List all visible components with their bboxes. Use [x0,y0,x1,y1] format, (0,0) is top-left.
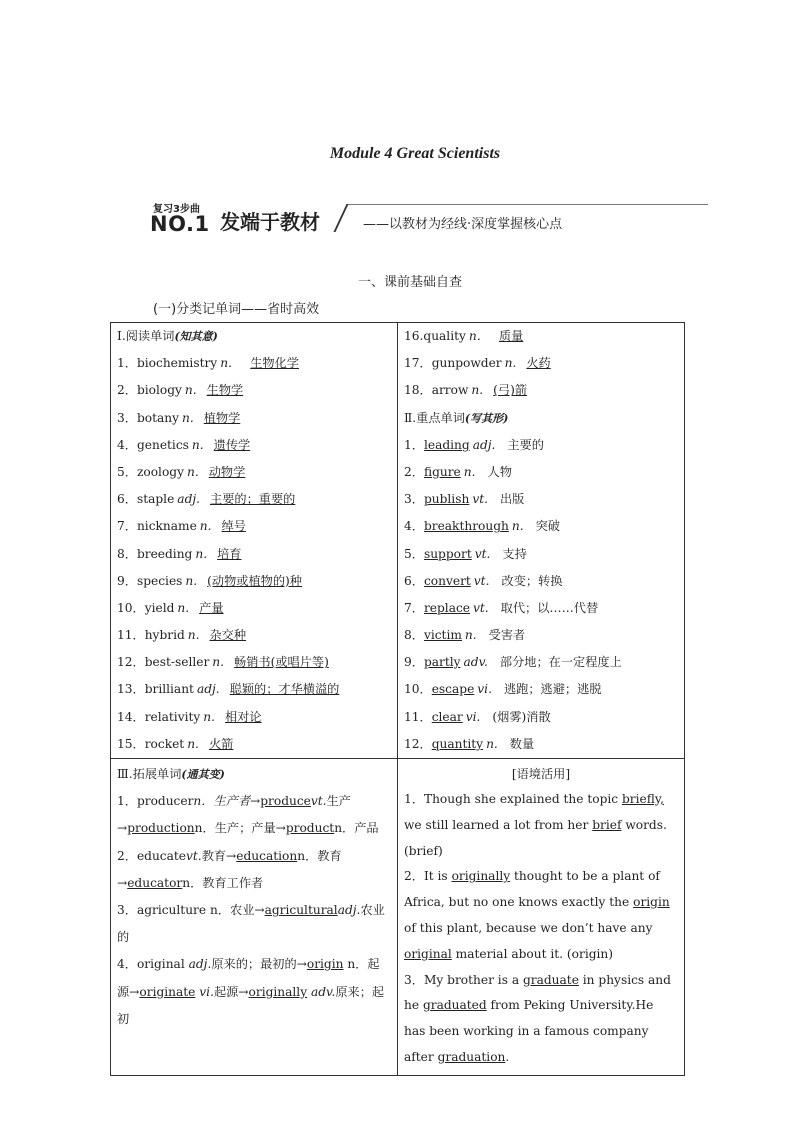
vocab-answer: 人物 [487,464,512,479]
vocab-item [404,731,678,758]
banner-divider [348,204,708,205]
vocab-item [404,323,678,350]
reading-words-cell [111,323,398,759]
vocab-answer: 改变；转换 [501,573,563,588]
vocab-num: 3． [404,492,424,507]
vocab-pos: n. [199,519,212,534]
vocab-num: 5． [404,546,424,561]
context-paragraph-2: 2．It is originally thought to be a plant of Africa, but no one knows exactly the origin of this plant, because we don’t have any original material about it. (origin) [404,869,670,961]
vocab-num: 6． [117,492,137,507]
vocab-answer: 火药 [526,356,551,371]
reading-list [117,350,391,758]
vocab-answer: 出版 [499,492,525,507]
vocab-item [117,541,391,568]
vocab-num: 6． [404,573,424,588]
vocab-num: 4． [117,437,137,452]
vocab-pos: vi. [465,709,481,724]
vocab-pos: adj. [196,682,220,697]
context-paragraph-1: 1．Though she explained the topic briefly, we still learned a lot from her brief words.(brief) [404,792,667,858]
vocab-item [404,486,678,513]
vocab-word: species [136,573,183,588]
extended-line: →educatorn．教育工作者 [117,875,264,890]
vocab-item [117,704,391,731]
extended-line: →productionn．生产；产量→productn．产品 [117,821,379,836]
vocab-answer: 相对论 [225,709,262,724]
vocab-word: nickname [136,519,197,534]
vocab-num: 10． [117,600,145,615]
vocab-answer: 受害者 [488,628,526,643]
vocab-answer: 主要的 [507,437,544,452]
vocab-num: 18． [404,383,432,398]
vocab-answer: 质量 [498,329,524,343]
vocab-num: 7． [117,519,137,534]
vocab-item [404,622,678,649]
vocab-item [117,649,391,676]
vocab-num: 9． [404,655,424,670]
vocab-num: 12． [117,655,145,670]
vocab-answer: 部分地；在一定程度上 [499,655,622,670]
vocab-pos: n． [468,329,489,343]
vocab-pos: n. [471,383,484,398]
vocab-pos: vt. [473,573,490,588]
vocab-pos: n. [511,519,524,534]
vocab-item [404,459,678,486]
extended-line: 1．producern．生产者→producevt.生产 [117,794,351,809]
vocab-item [404,432,678,459]
vocab-word: quantity [431,736,484,751]
vocab-pos: n. [187,628,200,643]
vocab-num: 9． [117,573,137,588]
vocab-pos: n. [504,356,517,371]
section-title: 一、课前基础自查 [357,275,462,290]
vocab-answer: 数量 [509,736,535,751]
vocab-word: support [423,546,472,561]
vocab-word: victim [423,628,462,643]
extended-item-3 [117,897,391,951]
vocab-pos: vt. [473,600,489,615]
reading-list-continued [404,323,678,405]
vocab-pos: n. [186,464,199,479]
vocab-answer: 遗传学 [213,437,251,452]
vocab-num: 2． [404,464,424,479]
vocab-word: arrow [431,383,469,398]
vocab-word: breakthrough [423,519,509,534]
vocab-answer: 主要的；重要的 [210,492,296,507]
context-paragraph-3: 3．My brother is a graduate in physics and he graduated from Peking University.He has been working in a famous company after graduation. [404,972,671,1064]
vocab-pos: n. [184,383,197,398]
vocab-word: biology [136,383,182,398]
vocab-word: best-seller [144,655,210,670]
vocab-pos: n. [191,437,204,452]
extended-line: 初 [117,1011,130,1026]
vocab-pos: vi. [477,682,492,697]
vocab-num: 3． [117,410,137,425]
vocabulary-table [110,322,685,1076]
vocab-item [404,704,678,731]
vocab-word: gunpowder [431,356,502,371]
vocab-word: staple [136,492,175,507]
extended-words-cell [111,759,398,1076]
vocab-word: relativity [144,709,201,724]
vocab-word: replace [423,600,470,615]
vocab-pos: n. [212,655,225,670]
vocab-pos: n. [464,628,477,643]
section-banner [150,200,710,236]
vocab-answer: 支持 [502,546,527,561]
vocab-answer: 植物学 [203,410,241,425]
vocab-pos: n. [177,600,190,615]
vocab-num: 5． [117,464,137,479]
vocab-item [404,541,678,568]
vocab-pos: n. [195,546,208,561]
extended-line: 3．agriculture n．农业→agriculturaladj.农业的 [117,903,385,945]
vocab-num: 12． [404,736,432,751]
vocab-pos: vt. [472,492,488,507]
vocab-num: 15． [117,736,145,751]
vocab-item [404,595,678,622]
vocab-num: 2． [117,383,137,398]
vocab-item [117,568,391,595]
vocab-pos: adv. [463,655,488,670]
vocab-answer: 火箭 [208,736,234,751]
vocab-word: genetics [136,437,189,452]
vocab-item [117,731,391,758]
vocab-pos: n. [463,464,476,479]
vocab-item [117,676,391,703]
banner-main-text: 发端于教材 [220,210,320,234]
vocab-word: brilliant [144,682,194,697]
subsection-title: (一)分类记单词——省时高效 [153,302,320,317]
extended-line: 源→originate vi.起源→originally adv.原来；起 [117,984,385,999]
vocab-answer: 逃跑；逃避；逃脱 [503,682,602,697]
vocab-word: leading [423,437,470,452]
vocab-item [404,377,678,404]
vocab-item [117,350,391,377]
vocab-num: 1． [404,437,424,452]
vocab-num: 14． [117,709,145,724]
vocab-num: 7． [404,600,424,615]
vocab-item [404,513,678,540]
vocab-num: 1． [117,356,137,371]
vocab-answer: (弓)箭 [493,383,528,398]
vocab-num: 8． [117,546,137,561]
vocab-pos: vt. [474,546,491,561]
extended-item-2 [117,843,391,897]
vocab-num: 11． [404,709,432,724]
vocab-item [117,459,391,486]
vocab-word: clear [431,709,463,724]
vocab-item [404,350,678,377]
vocab-answer: 聪颖的；才华横溢的 [229,682,340,697]
vocab-word: zoology [136,464,184,479]
vocab-pos: n. [187,736,199,751]
vocab-num: 8． [404,628,424,643]
vocab-item [404,676,678,703]
banner-slash [333,204,348,232]
vocab-answer: (烟雾)消散 [492,709,551,724]
vocab-word: partly [423,655,461,670]
vocab-answer: 生物化学 [250,356,299,371]
vocab-word: breeding [136,546,193,561]
key-header: Ⅱ.重点单词(写其形) [404,410,509,425]
context-header: [语境活用] [511,767,571,781]
vocab-num: 11． [117,628,145,643]
vocab-answer: 产量 [199,600,224,615]
vocab-word: quality [423,329,466,343]
vocab-pos: n. [182,410,194,425]
vocab-answer: 生物学 [206,383,244,398]
vocab-item [404,568,678,595]
vocab-answer: 取代；以……代替 [500,600,599,615]
vocab-pos: adj. [177,492,201,507]
vocab-num: 16. [404,329,424,343]
vocab-answer: 杂交种 [209,628,247,643]
vocab-item [117,486,391,513]
banner-small-text: 复习3步曲 [153,204,200,215]
vocab-answer: 突破 [535,519,560,534]
vocab-num: 13． [117,682,145,697]
vocab-num: 17． [404,356,432,371]
vocab-item [117,432,391,459]
vocab-num: 4． [404,519,424,534]
reading-header: Ⅰ.阅读单词(知其意) [117,329,218,343]
vocab-word: escape [431,682,475,697]
vocab-pos: n. [203,709,216,724]
vocab-pos: n． [220,356,241,371]
vocab-word: botany [136,410,179,425]
vocab-item [117,377,391,404]
vocab-word: hybrid [144,628,185,643]
extended-item-1 [117,788,391,842]
vocab-word: publish [423,492,470,507]
vocab-word: biochemistry [136,356,218,371]
vocab-item [117,595,391,622]
key-list [404,432,678,758]
key-words-cell [398,323,685,759]
banner-number: NO.1 [150,212,210,236]
vocab-item [404,649,678,676]
vocab-answer: 培育 [217,546,242,561]
vocab-word: yield [144,600,175,615]
vocab-answer: 绰号 [221,519,246,534]
vocab-answer: (动物或植物的)种 [207,573,302,588]
context-cell [398,759,685,1076]
vocab-item [117,622,391,649]
vocab-word: convert [423,573,471,588]
banner-subtitle: ——以教材为经线·深度掌握核心点 [363,217,563,232]
extended-item-4 [117,951,391,1033]
page-title: Module 4 Great Scientists [329,145,501,162]
vocab-pos: n. [486,736,498,751]
vocab-item [117,513,391,540]
vocab-answer: 动物学 [208,464,246,479]
vocab-pos: adj. [472,437,496,452]
vocab-pos: n. [185,573,198,588]
vocab-item [117,405,391,432]
vocab-word: figure [423,464,461,479]
vocab-word: rocket [144,736,185,751]
vocab-num: 10． [404,682,432,697]
vocab-answer: 畅销书(或唱片等) [234,655,329,670]
extended-line: 4．original adj.原来的；最初的→origin n．起 [117,957,380,972]
extended-header: Ⅲ.拓展单词(通其变) [117,767,225,781]
extended-line: 2．educatevt.教育→educationn．教育 [117,848,342,863]
